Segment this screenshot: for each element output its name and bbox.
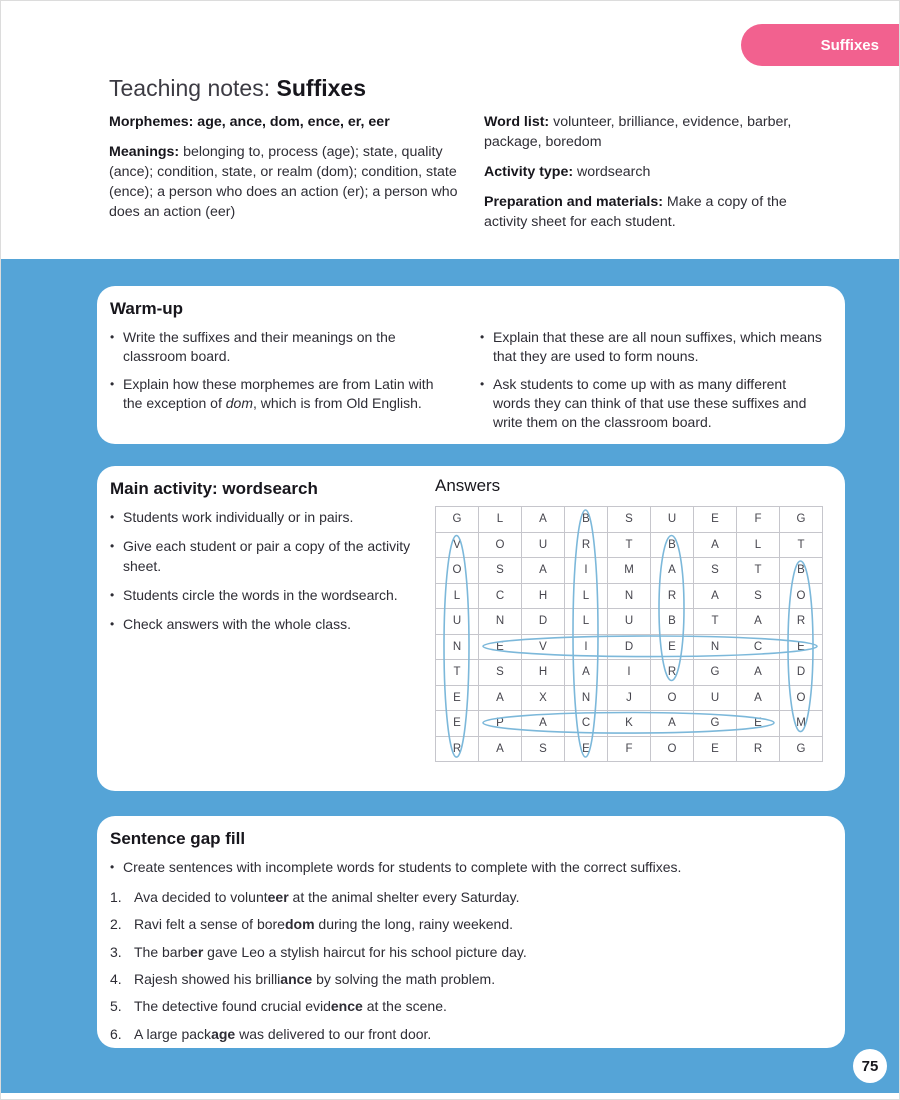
grid-cell: I: [565, 635, 608, 661]
text-segment: at the scene.: [362, 998, 447, 1015]
grid-cell: U: [694, 686, 737, 712]
meanings-label: Meanings:: [109, 143, 180, 160]
grid-cell: D: [522, 609, 565, 635]
preparation-line: [484, 193, 816, 233]
text-segment: during the long, rainy weekend.: [314, 916, 514, 933]
grid-cell: F: [608, 737, 651, 763]
grid-cell: E: [737, 711, 780, 737]
grid-cell: A: [479, 686, 522, 712]
morphemes-label: Morphemes:: [109, 114, 194, 130]
warm-up-left-bullets: [110, 328, 454, 441]
grid-cell: O: [436, 558, 479, 584]
text-segment: dom: [225, 394, 253, 411]
meanings-value: belonging to, process (age); state, quality (ance); condition, state, or realm (dom); condition, state (ence); a person who does an action (er); a person who does an action (eer): [109, 143, 458, 220]
page-title: [109, 75, 366, 103]
grid-cell: E: [436, 686, 479, 712]
grid-cell: E: [694, 507, 737, 533]
text-segment: dom: [284, 916, 315, 933]
grid-cell: N: [694, 635, 737, 661]
grid-cell: C: [565, 711, 608, 737]
item-sentence: [134, 970, 495, 989]
activity-info-column: [484, 113, 816, 242]
grid-cell: C: [737, 635, 780, 661]
page-number-badge: [853, 1049, 887, 1083]
grid-cell: E: [694, 737, 737, 763]
grid-cell: N: [565, 686, 608, 712]
grid-cell: B: [651, 609, 694, 635]
grid-cell: G: [694, 711, 737, 737]
text-segment: Write the suffixes and their meanings on the classroom board.: [123, 329, 396, 365]
grid-cell: B: [651, 533, 694, 559]
grid-cell: R: [780, 609, 823, 635]
grid-cell: E: [436, 711, 479, 737]
answers-block: [435, 476, 822, 762]
grid-cell: V: [522, 635, 565, 661]
preparation-value: Make a copy of the activity sheet for each student.: [484, 193, 787, 230]
grid-cell: E: [651, 635, 694, 661]
item-sentence: [134, 997, 447, 1016]
item-number: 4.: [110, 971, 122, 988]
item-number: 1.: [110, 888, 122, 905]
grid-cell: C: [479, 584, 522, 610]
item-sentence: [134, 915, 513, 934]
text-segment: ence: [330, 998, 363, 1015]
grid-cell: R: [651, 660, 694, 686]
grid-cell: A: [522, 558, 565, 584]
grid-cell: N: [479, 609, 522, 635]
text-segment: The barb: [134, 943, 191, 960]
warm-up-card: [97, 286, 845, 444]
grid-cell: O: [651, 686, 694, 712]
grid-cell: R: [737, 737, 780, 763]
grid-cell: S: [522, 737, 565, 763]
page-title-prefix: Teaching notes:: [109, 75, 277, 101]
bullet-item: [480, 328, 824, 367]
main-activity-title: Main activity: wordsearch: [110, 479, 318, 498]
grid-cell: U: [608, 609, 651, 635]
grid-cell: M: [780, 711, 823, 737]
grid-cell: A: [522, 711, 565, 737]
gap-fill-item: [110, 997, 827, 1016]
wordsearch-grid: [435, 506, 822, 762]
grid-cell: A: [565, 660, 608, 686]
item-sentence: [134, 943, 527, 962]
grid-cell: T: [780, 533, 823, 559]
gap-fill-item: [110, 1025, 827, 1044]
text-segment: Ava decided to volunt: [134, 888, 268, 905]
text-segment: Explain how these morphemes are from Latin with the exception of: [123, 375, 434, 411]
warm-up-title: Warm-up: [110, 299, 184, 318]
text-segment: ance: [280, 971, 313, 988]
grid-cell: I: [608, 660, 651, 686]
text-segment: at the animal shelter every Saturday.: [288, 888, 520, 905]
grid-cell: R: [436, 737, 479, 763]
word-list-value: volunteer, brilliance, evidence, barber, package, boredom: [484, 114, 792, 150]
grid-cell: R: [651, 584, 694, 610]
grid-cell: G: [694, 660, 737, 686]
grid-cell: G: [780, 507, 823, 533]
grid-cell: S: [479, 558, 522, 584]
grid-cell: G: [780, 737, 823, 763]
meanings-line: [109, 143, 469, 223]
chapter-tab: [741, 24, 899, 66]
activity-type-label: Activity type:: [484, 163, 574, 180]
main-activity-card: [97, 466, 845, 791]
grid-cell: E: [565, 737, 608, 763]
grid-cell: S: [608, 507, 651, 533]
grid-cell: G: [436, 507, 479, 533]
grid-cell: S: [694, 558, 737, 584]
grid-cell: H: [522, 584, 565, 610]
main-activity-instructions: [110, 479, 432, 635]
grid-cell: O: [780, 584, 823, 610]
grid-cell: U: [436, 609, 479, 635]
grid-cell: D: [780, 660, 823, 686]
grid-cell: L: [565, 584, 608, 610]
gap-fill-intro-text: Create sentences with incomplete words for students to complete with the correct suffixes.: [123, 859, 682, 875]
wordsearch-letters: [435, 506, 823, 762]
grid-cell: P: [479, 711, 522, 737]
item-number: 3.: [110, 943, 122, 960]
grid-cell: I: [565, 558, 608, 584]
gap-fill-item: [110, 888, 827, 907]
text-segment: Ravi felt a sense of bore: [134, 916, 285, 933]
grid-cell: N: [608, 584, 651, 610]
grid-cell: R: [565, 533, 608, 559]
grid-cell: A: [522, 507, 565, 533]
text-segment: eer: [267, 888, 289, 905]
grid-cell: F: [737, 507, 780, 533]
chapter-tab-label: Suffixes: [820, 36, 879, 54]
grid-cell: A: [694, 584, 737, 610]
grid-cell: O: [479, 533, 522, 559]
gap-fill-item: [110, 943, 827, 962]
gap-fill-item: [110, 915, 827, 934]
grid-cell: L: [565, 609, 608, 635]
item-number: 2.: [110, 916, 122, 933]
text-segment: Rajesh showed his brilli: [134, 971, 281, 988]
grid-cell: V: [436, 533, 479, 559]
grid-cell: A: [651, 558, 694, 584]
bullet-item: • Check answers with the whole class.: [110, 615, 432, 634]
grid-cell: L: [737, 533, 780, 559]
morphemes-column: [109, 113, 469, 232]
bullet-item: • Students work individually or in pairs.: [110, 508, 432, 527]
text-segment: er: [190, 943, 204, 960]
text-segment: by solving the math problem.: [312, 971, 496, 988]
grid-cell: U: [522, 533, 565, 559]
morphemes-value: age, ance, dom, ence, er, eer: [193, 114, 390, 130]
sentence-gap-fill-title: Sentence gap fill: [110, 829, 246, 848]
text-segment: Ask students to come up with as many different words they can think of that use these suffixes and write them on the classroom board.: [493, 375, 807, 431]
main-activity-bullets: [110, 508, 432, 635]
grid-cell: T: [608, 533, 651, 559]
bullet-item: [110, 375, 454, 414]
activity-type-value: wordsearch: [573, 163, 651, 180]
bullet-item: • Give each student or pair a copy of the activity sheet.: [110, 537, 432, 576]
grid-cell: X: [522, 686, 565, 712]
page-title-subject: Suffixes: [276, 75, 366, 101]
grid-cell: O: [651, 737, 694, 763]
grid-cell: B: [565, 507, 608, 533]
grid-cell: E: [780, 635, 823, 661]
text-segment: was delivered to our front door.: [235, 1025, 432, 1042]
text-segment: age: [211, 1025, 236, 1042]
answers-title: Answers: [435, 476, 501, 495]
bullet-item: [110, 328, 454, 367]
item-number: 6.: [110, 1025, 122, 1042]
warm-up-right-bullets: [480, 328, 824, 441]
morphemes-line: [109, 113, 469, 133]
grid-cell: T: [694, 609, 737, 635]
text-segment: A large pack: [134, 1025, 212, 1042]
sentence-gap-fill-card: [97, 816, 845, 1048]
grid-cell: L: [479, 507, 522, 533]
grid-cell: O: [780, 686, 823, 712]
grid-cell: H: [522, 660, 565, 686]
grid-cell: A: [737, 609, 780, 635]
bullet-dot: •: [110, 860, 115, 874]
text-segment: The detective found crucial evid: [134, 998, 331, 1015]
grid-cell: K: [608, 711, 651, 737]
gap-fill-item: [110, 970, 827, 989]
grid-cell: N: [436, 635, 479, 661]
bullet-item: • Students circle the words in the wordsearch.: [110, 586, 432, 605]
word-list-label: Word list:: [484, 114, 550, 130]
page-number: 75: [861, 1057, 879, 1075]
grid-cell: S: [737, 584, 780, 610]
grid-cell: J: [608, 686, 651, 712]
grid-cell: U: [651, 507, 694, 533]
text-segment: gave Leo a stylish haircut for his school picture day.: [203, 943, 527, 960]
grid-cell: T: [436, 660, 479, 686]
grid-cell: A: [694, 533, 737, 559]
preparation-label: Preparation and materials:: [484, 193, 663, 210]
item-sentence: [134, 888, 520, 907]
grid-cell: D: [608, 635, 651, 661]
word-list-line: [484, 113, 816, 153]
activity-type-line: [484, 163, 816, 183]
grid-cell: A: [737, 686, 780, 712]
text-segment: , which is from Old English.: [252, 394, 422, 411]
grid-cell: L: [436, 584, 479, 610]
grid-cell: E: [479, 635, 522, 661]
grid-cell: A: [651, 711, 694, 737]
grid-cell: S: [479, 660, 522, 686]
grid-cell: A: [737, 660, 780, 686]
gap-fill-list: [110, 888, 827, 1044]
item-sentence: [134, 1025, 431, 1044]
bullet-item: [480, 375, 824, 433]
grid-cell: M: [608, 558, 651, 584]
grid-cell: A: [479, 737, 522, 763]
item-number: 5.: [110, 998, 122, 1015]
grid-cell: B: [780, 558, 823, 584]
grid-cell: T: [737, 558, 780, 584]
warm-up-columns: [110, 328, 827, 441]
text-segment: Explain that these are all noun suffixes, which means that they are used to form nouns.: [493, 329, 822, 365]
gap-fill-intro: [110, 858, 827, 877]
